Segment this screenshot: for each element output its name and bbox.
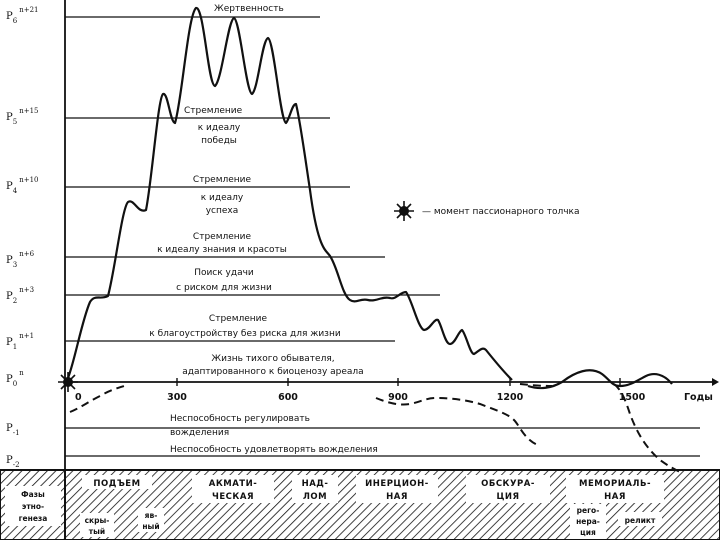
- level-2-text-line-2: с риском для жизни: [176, 283, 272, 293]
- phase-memorial-regen-line-2: нера-: [576, 517, 600, 526]
- phase-memorial-line-1: МЕМОРИАЛЬ-: [579, 479, 651, 489]
- x-axis: [65, 378, 719, 386]
- phase-rise-hidden-line-2: тый: [88, 527, 106, 536]
- x-axis-arrow-icon: [712, 378, 719, 386]
- phase-rise-open-line-1: яв-: [144, 511, 158, 520]
- phase-inertial-line-1: ИНЕРЦИОН-: [365, 479, 429, 489]
- x-axis-unit-label: Годы: [684, 392, 713, 403]
- phase-rise-hidden-line-1: скры-: [84, 516, 110, 525]
- level-4-text-line-1: Стремление: [192, 175, 252, 185]
- obscuration-dashed-curve: [376, 398, 540, 446]
- passionary-push-burst-icon: [58, 372, 78, 392]
- phases-band: [0, 470, 720, 540]
- level-5-text-line-1: Стремление: [184, 106, 243, 116]
- level-label-1: $P_1^{n+1}$: [6, 332, 35, 351]
- x-tick-label: 300: [167, 392, 187, 403]
- level-1-text-line-2: к благоустройству без риска для жизни: [149, 329, 341, 339]
- level-label-2: $P_2^{n+3}$: [6, 286, 35, 305]
- level-5-text-line-2: к идеалу: [197, 123, 241, 133]
- level-m1-text-line-2: вожделения: [170, 428, 230, 438]
- level-m1-text-line-1: Неспособность регулировать: [170, 414, 310, 424]
- level-lines: [65, 17, 700, 456]
- legend-burst-icon: [394, 201, 414, 221]
- level-6-text: Жертвенность: [214, 4, 284, 14]
- phase-acmatic-line-2: ЧЕСКАЯ: [212, 492, 254, 502]
- level-label-5: $P_5^{n+15}$: [6, 107, 39, 126]
- phase-acmatic-line-1: АКМАТИ-: [208, 479, 258, 489]
- baseline-dashed-curve: [520, 384, 552, 386]
- phases-row-label-line-3: генеза: [18, 514, 48, 523]
- phases-row-label-line-1: Фазы: [21, 490, 45, 499]
- x-tick-label: 0: [75, 392, 82, 403]
- level-0-text-line-2: адаптированного к биоценозу ареала: [182, 367, 364, 377]
- phases-row-label-line-2: этно-: [21, 502, 45, 511]
- x-tick-label: 900: [388, 392, 408, 403]
- legend-text: — момент пассионарного толчка: [422, 207, 580, 217]
- level-labels: [6, 6, 38, 469]
- phase-memorial-relict: реликт: [624, 516, 656, 525]
- x-tick-label: 1500: [618, 392, 646, 403]
- phase-memorial-regen-line-3: ция: [580, 528, 596, 537]
- x-tick-labels: [75, 392, 713, 403]
- level-label-m2: $P_{-2}$: [6, 455, 20, 469]
- phase-breakdown-line-2: ЛОМ: [302, 492, 328, 502]
- level-4-text-line-2: к идеалу: [200, 193, 244, 203]
- level-3-text-line-2: к идеалу знания и красоты: [157, 245, 287, 255]
- level-label-m1: $P_{-1}$: [6, 423, 20, 437]
- phase-rise-open-line-2: ный: [142, 522, 160, 531]
- level-1-text-line-1: Стремление: [208, 314, 268, 324]
- phase-breakdown-line-1: НАД-: [301, 479, 329, 489]
- level-label-3: $P_3^{n+6}$: [6, 250, 35, 269]
- phase-rise-label: ПОДЪЕМ: [93, 479, 141, 489]
- x-tick-label: 600: [278, 392, 298, 403]
- level-label-0: $P_0^n$: [6, 369, 24, 388]
- level-label-4: $P_4^{n+10}$: [6, 176, 39, 195]
- level-m2-text: Неспособность удовлетворять вожделения: [170, 445, 378, 455]
- level-label-6: $P_6^{n+21}$: [6, 6, 39, 25]
- phase-obscuration-line-1: ОБСКУРА-: [481, 479, 535, 489]
- phase-obscuration-line-2: ЦИЯ: [496, 492, 520, 502]
- level-5-text-line-3: победы: [201, 136, 237, 146]
- passionarity-curve: [68, 8, 512, 380]
- x-tick-label: 1200: [496, 392, 524, 403]
- phase-memorial-line-2: НАЯ: [604, 492, 626, 502]
- level-4-text-line-3: успеха: [205, 206, 239, 216]
- phase-memorial-regen-line-1: рего-: [576, 506, 600, 515]
- level-0-text-line-1: Жизнь тихого обывателя,: [211, 354, 335, 364]
- level-2-text-line-1: Поиск удачи: [194, 268, 254, 278]
- level-3-text-line-1: Стремление: [192, 232, 252, 242]
- phase-inertial-line-2: НАЯ: [386, 492, 408, 502]
